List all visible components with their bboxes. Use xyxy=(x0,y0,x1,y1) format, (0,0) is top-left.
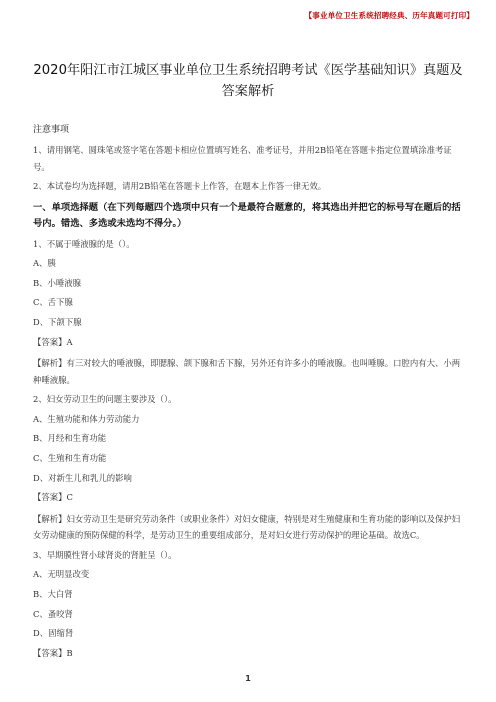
question-option: D、对新生儿和乳儿的影响 xyxy=(33,472,132,483)
header-banner: 【事业单位卫生系统招聘经典、历年真题可打印】 xyxy=(304,11,474,20)
answer-label: 【答案】A xyxy=(33,336,73,347)
question-option: A、生殖功能和体力劳动能力 xyxy=(33,413,140,424)
question-option: C、生殖和生育功能 xyxy=(33,452,107,463)
question-option: B、小唾液腺 xyxy=(33,277,82,288)
question-option: A、无明显改变 xyxy=(33,569,90,580)
question-3 xyxy=(33,549,463,659)
answer-label: 【答案】B xyxy=(33,647,73,658)
question-stem: 3、早期膜性肾小球肾炎的肾脏呈（）。 xyxy=(33,549,177,560)
document-body xyxy=(33,122,463,666)
question-option: C、蚤咬肾 xyxy=(33,608,73,619)
question-1 xyxy=(33,238,463,389)
answer-label: 【答案】C xyxy=(33,492,73,503)
explanation: 【解析】妇女劳动卫生是研究劳动条件（或职业条件）对妇女健康，特别是对生殖健康和生育功能的影响以及保护妇女劳动健康的预防保健的科学，是劳动卫生的重要组成部分，是对妇女进行劳动保护的理论基础。故选C。 xyxy=(33,513,461,541)
notice-heading: 注意事项 xyxy=(33,125,70,135)
section-heading: 一、单项选择题（在下列每题四个选项中只有一个是最符合题意的，将其选出并把它的标号写在题后的括号内。错选、多选或未选均不得分。） xyxy=(33,201,461,230)
question-option: C、舌下腺 xyxy=(33,297,73,308)
question-option: B、月经和生育功能 xyxy=(33,433,107,444)
notice-item: 2、本试卷均为选择题，请用2B铅笔在答题卡上作答，在题本上作答一律无效。 xyxy=(33,181,327,191)
explanation: 【解析】有三对较大的唾液腺，即腮腺、颌下腺和舌下腺，另外还有许多小的唾液腺。也叫唾腺。口腔内有大、小两种唾液腺。 xyxy=(33,358,461,385)
question-stem: 1、不属于唾液腺的是（）。 xyxy=(33,238,135,249)
document-title: 2020年阳江市江城区事业单位卫生系统招聘考试《医学基础知识》真题及答案解析 xyxy=(33,63,463,99)
question-option: B、大白肾 xyxy=(33,588,73,599)
question-option: D、固缩肾 xyxy=(33,628,74,639)
question-option: D、下颌下腺 xyxy=(33,316,82,327)
page-number: 1 xyxy=(245,674,251,683)
question-2 xyxy=(33,393,463,544)
question-option: A、胰 xyxy=(33,258,56,269)
notice-item: 1、请用钢笔、圆珠笔或签字笔在答题卡相应位置填写姓名、准考证号，并用2B铅笔在答题卡指定位置填涂准考证号。 xyxy=(33,145,452,172)
question-stem: 2、妇女劳动卫生的问题主要涉及（）。 xyxy=(33,394,177,405)
